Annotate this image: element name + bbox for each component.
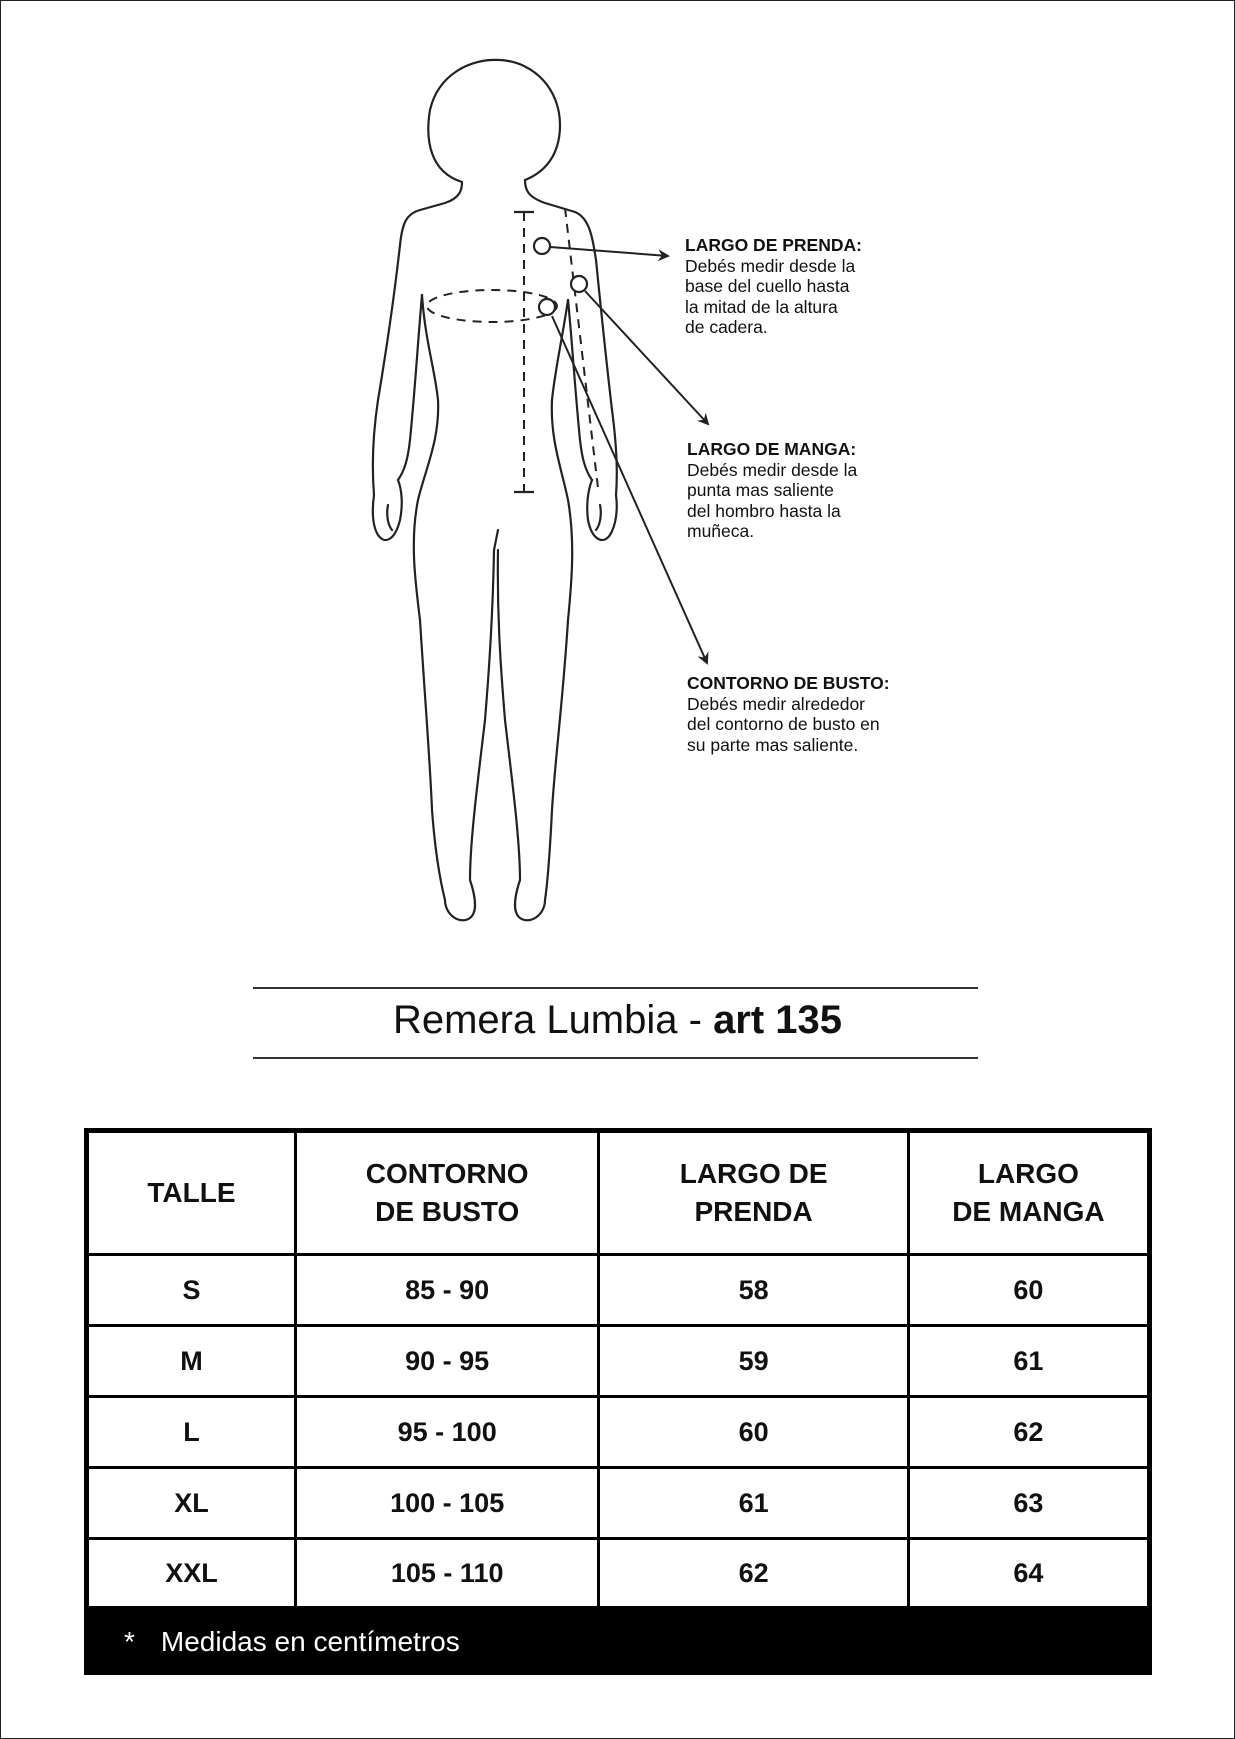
- callout-body: Debés medir alrededor del contorno de busto en su parte mas saliente.: [687, 693, 880, 755]
- bust-cell: 105 - 110: [295, 1539, 598, 1609]
- left-hand-detail: [387, 505, 392, 530]
- callout-garment-length: [685, 235, 862, 338]
- garment-length-cell: 59: [599, 1326, 908, 1397]
- left-arm-outline: [373, 245, 402, 540]
- torso-right-outline: [552, 300, 572, 620]
- size-cell: XL: [87, 1468, 296, 1539]
- callout-body: Debés medir desde la base del cuello hasta la mitad de la altura de cadera.: [685, 255, 856, 337]
- sleeve-length-cell: 60: [908, 1255, 1149, 1326]
- sleeve-length-marker: [571, 276, 587, 292]
- table-row: [87, 1326, 1150, 1397]
- sleeve-length-cell: 63: [908, 1468, 1149, 1539]
- garment-length-marker: [534, 238, 550, 254]
- sleeve-length-cell: 62: [908, 1397, 1149, 1468]
- table-row: [87, 1255, 1150, 1326]
- left-shoulder-outline: [400, 182, 462, 245]
- table-header-row: [87, 1131, 1150, 1255]
- right-leg-outline: [498, 550, 568, 920]
- note-asterisk: *: [124, 1625, 135, 1657]
- garment-length-pointer: [550, 247, 668, 256]
- size-cell: S: [87, 1255, 296, 1326]
- note-text: Medidas en centímetros: [160, 1625, 460, 1657]
- size-table: [84, 1128, 1152, 1611]
- sleeve-length-cell: 61: [908, 1326, 1149, 1397]
- callout-title: CONTORNO DE BUSTO:: [687, 673, 890, 693]
- head-outline: [428, 60, 560, 182]
- bust-cell: 95 - 100: [295, 1397, 598, 1468]
- callout-body: Debés medir desde la punta mas saliente del hombro hasta la muñeca.: [687, 459, 858, 541]
- bust-contour-marker: [539, 299, 555, 315]
- bust-cell: 100 - 105: [295, 1468, 598, 1539]
- right-hand-detail: [596, 505, 601, 530]
- callout-sleeve-length: [687, 439, 857, 542]
- header-sleeve-length: LARGO DE MANGA: [908, 1131, 1149, 1255]
- size-cell: M: [87, 1326, 296, 1397]
- table-row: [87, 1539, 1150, 1609]
- bust-contour-guide: [427, 290, 557, 322]
- garment-length-cell: 58: [599, 1255, 908, 1326]
- garment-length-cell: 60: [599, 1397, 908, 1468]
- table-row: [87, 1468, 1150, 1539]
- bust-contour-pointer: [552, 316, 707, 663]
- bust-cell: 90 - 95: [295, 1326, 598, 1397]
- product-title: [0, 998, 1235, 1043]
- right-arm-outline: [587, 260, 617, 540]
- header-bust-contour: CONTORNO DE BUSTO: [295, 1131, 598, 1255]
- left-leg-outline: [420, 530, 498, 920]
- garment-length-cell: 62: [599, 1539, 908, 1609]
- title-bottom-rule: [253, 1057, 978, 1059]
- units-note: [84, 1608, 1152, 1675]
- callout-title: LARGO DE PRENDA:: [685, 235, 862, 255]
- garment-length-cell: 61: [599, 1468, 908, 1539]
- sleeve-length-cell: 64: [908, 1539, 1149, 1609]
- callout-bust-contour: [687, 673, 890, 755]
- title-top-rule: [253, 987, 978, 989]
- product-article: art 135: [713, 998, 843, 1042]
- callout-title: LARGO DE MANGA:: [687, 439, 857, 459]
- size-cell: L: [87, 1397, 296, 1468]
- bust-cell: 85 - 90: [295, 1255, 598, 1326]
- header-garment-length: LARGO DE PRENDA: [599, 1131, 908, 1255]
- size-cell: XXL: [87, 1539, 296, 1609]
- left-inner-arm-outline: [398, 295, 422, 480]
- product-name: Remera Lumbia -: [392, 998, 714, 1042]
- table-row: [87, 1397, 1150, 1468]
- header-size: TALLE: [87, 1131, 296, 1255]
